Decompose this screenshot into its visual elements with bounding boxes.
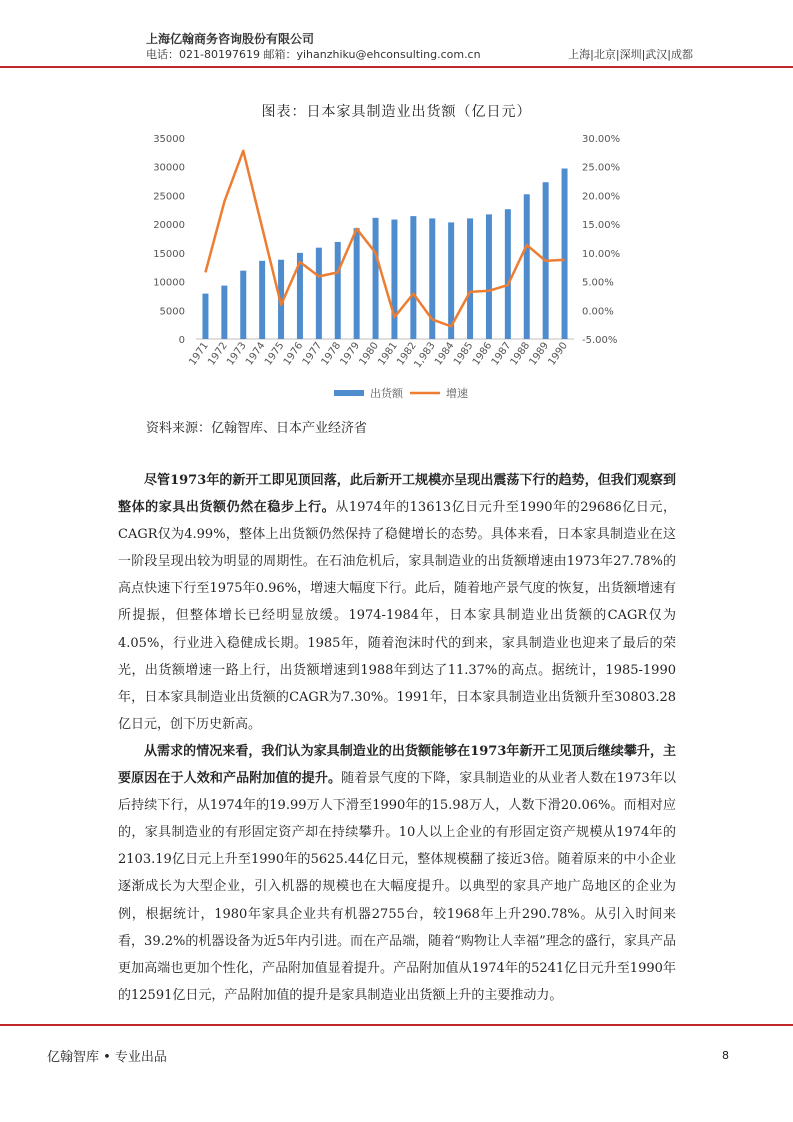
left-axis-tick-label: 10000	[153, 277, 185, 289]
x-tick-label: 1976	[281, 340, 306, 368]
right-axis-tick-label: 30.00%	[582, 134, 621, 145]
right-axis-tick-label: 5.00%	[582, 277, 614, 289]
x-tick-label: 1975	[262, 340, 287, 368]
bar-1980	[373, 218, 379, 339]
paragraph-1-text: 从1974年的13613亿日元升至1990年的29686亿日元，CAGR仅为4.99%，整体上出货额仍然保持了稳健增长的态势。具体来看，日本家具制造业在这一阶段呈现出较为明显的周期性。在石油危机后，家具制造业的出货额增速由1973年27.78%的高点快速下行至1975年0.96%，增速大幅度下行。此后，随着地产景气度的恢复，出货额增速有所提振，但整体增长已经明显放缓。1974-1984年，日本家具制造业出货额的CAGR仅为4.05%，行业进入稳健成长期。1985年，随着泡沫时代的到来，家具制造业也迎来了最后的荣光，出货额增速一路上行，出货额增速到1988年到达了11.37%的高点。据统计，1985-1990年，日本家具制造业出货额的CAGR为7.30%。1991年，日本家具制造业出货额升至30803.28亿日元，创下历史新高。	[118, 500, 676, 732]
bar-1985	[467, 218, 473, 339]
x-tick-label: 1,983	[412, 340, 438, 371]
shipment-chart	[0, 120, 793, 410]
x-tick-label: 1971	[187, 340, 211, 368]
bar-1990	[562, 169, 568, 339]
x-tick-label: 1984	[432, 340, 457, 368]
legend-bar-label: 出货额	[370, 387, 403, 400]
x-tick-label: 1982	[395, 340, 419, 368]
left-axis-tick-label: 20000	[153, 220, 185, 232]
left-axis-tick-label: 25000	[153, 191, 185, 203]
paragraph-2-lead: 从需求的情况来看，我们认为家具制造业的出货额能够在1973年新开工见顶后继续攀升，主要原因在于人效和产品附加值的提升。	[118, 743, 676, 787]
office-cities: 上海|北京|深圳|武汉|成都	[568, 48, 693, 61]
left-axis-tick-label: 15000	[153, 248, 185, 260]
bar-1979	[354, 228, 360, 339]
x-tick-label: 1979	[338, 340, 363, 368]
legend-line-label: 增速	[446, 387, 468, 400]
x-tick-label: 1974	[243, 340, 268, 368]
company-name: 上海亿翰商务咨询股份有限公司	[146, 32, 315, 46]
left-axis-tick-label: 35000	[153, 134, 185, 145]
bar-1973	[240, 271, 246, 339]
page-number: 8	[722, 1049, 729, 1062]
x-tick-label: 1985	[451, 340, 476, 368]
chart-source: 资料来源：亿翰智库、日本产业经济省	[146, 421, 368, 436]
article-body	[118, 467, 676, 1009]
footer-divider	[0, 1024, 793, 1026]
paragraph-1-lead: 尽管1973年的新开工即见顶回落，此后新开工规模亦呈现出震荡下行的趋势，但我们观察到整体的家具出货额仍然在稳步上行。	[118, 473, 676, 516]
x-tick-label: 1977	[300, 340, 325, 368]
right-axis-tick-label: 10.00%	[582, 248, 621, 260]
paragraph-2-text: 随着景气度的下降，家具制造业的从业者人数在1973年以后持续下行，从1974年的19.99万人下滑至1990年的15.98万人，人数下滑20.06%。而相对应的，家具制造业的有形固定资产却在持续攀升。10人以上企业的有形固定资产规模从1974年的2103.19亿日元上升至1990年的5625.44亿日元，整体规模翻了接近3倍。随着原来的中小企业逐渐成长为大型企业，引入机器的规模也在大幅度提升。以典型的家具产地广岛地区的企业为例，根据统计，1980年家具企业共有机器2755台，较1968年上升290.78%。从引入时间来看，39.2%的机器设备为近5年内引进。而在产品端，随着“购物让人幸福”理念的盛行，家具产品更加高端也更加个性化，产品附加值显着提升。产品附加值从1974年的5241亿日元升至1990年的12591亿日元，产品附加值的提升是家具制造业出货额上升的主要推动力。	[118, 771, 676, 1003]
right-axis-tick-label: 15.00%	[582, 220, 621, 232]
right-axis-tick-label: 0.00%	[582, 306, 614, 318]
header-divider	[0, 66, 793, 68]
bar-1972	[221, 286, 227, 339]
bar-1988	[524, 194, 530, 339]
right-axis-tick-label: 20.00%	[582, 191, 621, 203]
left-axis-tick-label: 30000	[153, 162, 185, 174]
x-tick-label: 1978	[319, 340, 344, 368]
x-tick-label: 1988	[508, 340, 533, 368]
left-axis-tick-label: 5000	[159, 306, 185, 318]
x-tick-label: 1972	[206, 340, 230, 368]
bar-1978	[335, 242, 341, 339]
footer-brand: 亿翰智库 • 专业出品	[47, 1050, 167, 1065]
legend-bar-swatch	[334, 390, 364, 396]
right-axis-tick-label: -5.00%	[582, 335, 618, 346]
x-tick-label: 1973	[225, 340, 249, 368]
right-axis-tick-label: 25.00%	[582, 162, 621, 174]
left-axis-tick-label: 0	[178, 335, 185, 346]
bar-1982	[410, 216, 416, 339]
x-tick-label: 1987	[489, 340, 514, 368]
bar-1987	[505, 209, 511, 339]
bar-1974	[259, 261, 265, 339]
bar-1971	[202, 294, 208, 339]
bar-1986	[486, 214, 492, 339]
bar-1981	[391, 220, 397, 339]
bar-1977	[316, 248, 322, 339]
x-tick-label: 1990	[546, 340, 571, 368]
paragraph-1	[118, 467, 676, 738]
x-tick-label: 1981	[376, 340, 400, 368]
x-tick-label: 1986	[470, 340, 495, 368]
paragraph-2	[118, 738, 676, 1009]
x-tick-label: 1980	[357, 340, 382, 368]
contact-info: 电话：021-80197619 邮箱：yihanzhiku@ehconsulting.com.cn	[146, 48, 481, 61]
x-tick-label: 1989	[527, 340, 552, 368]
chart-title: 图表：日本家具制造业出货额（亿日元）	[261, 104, 532, 120]
